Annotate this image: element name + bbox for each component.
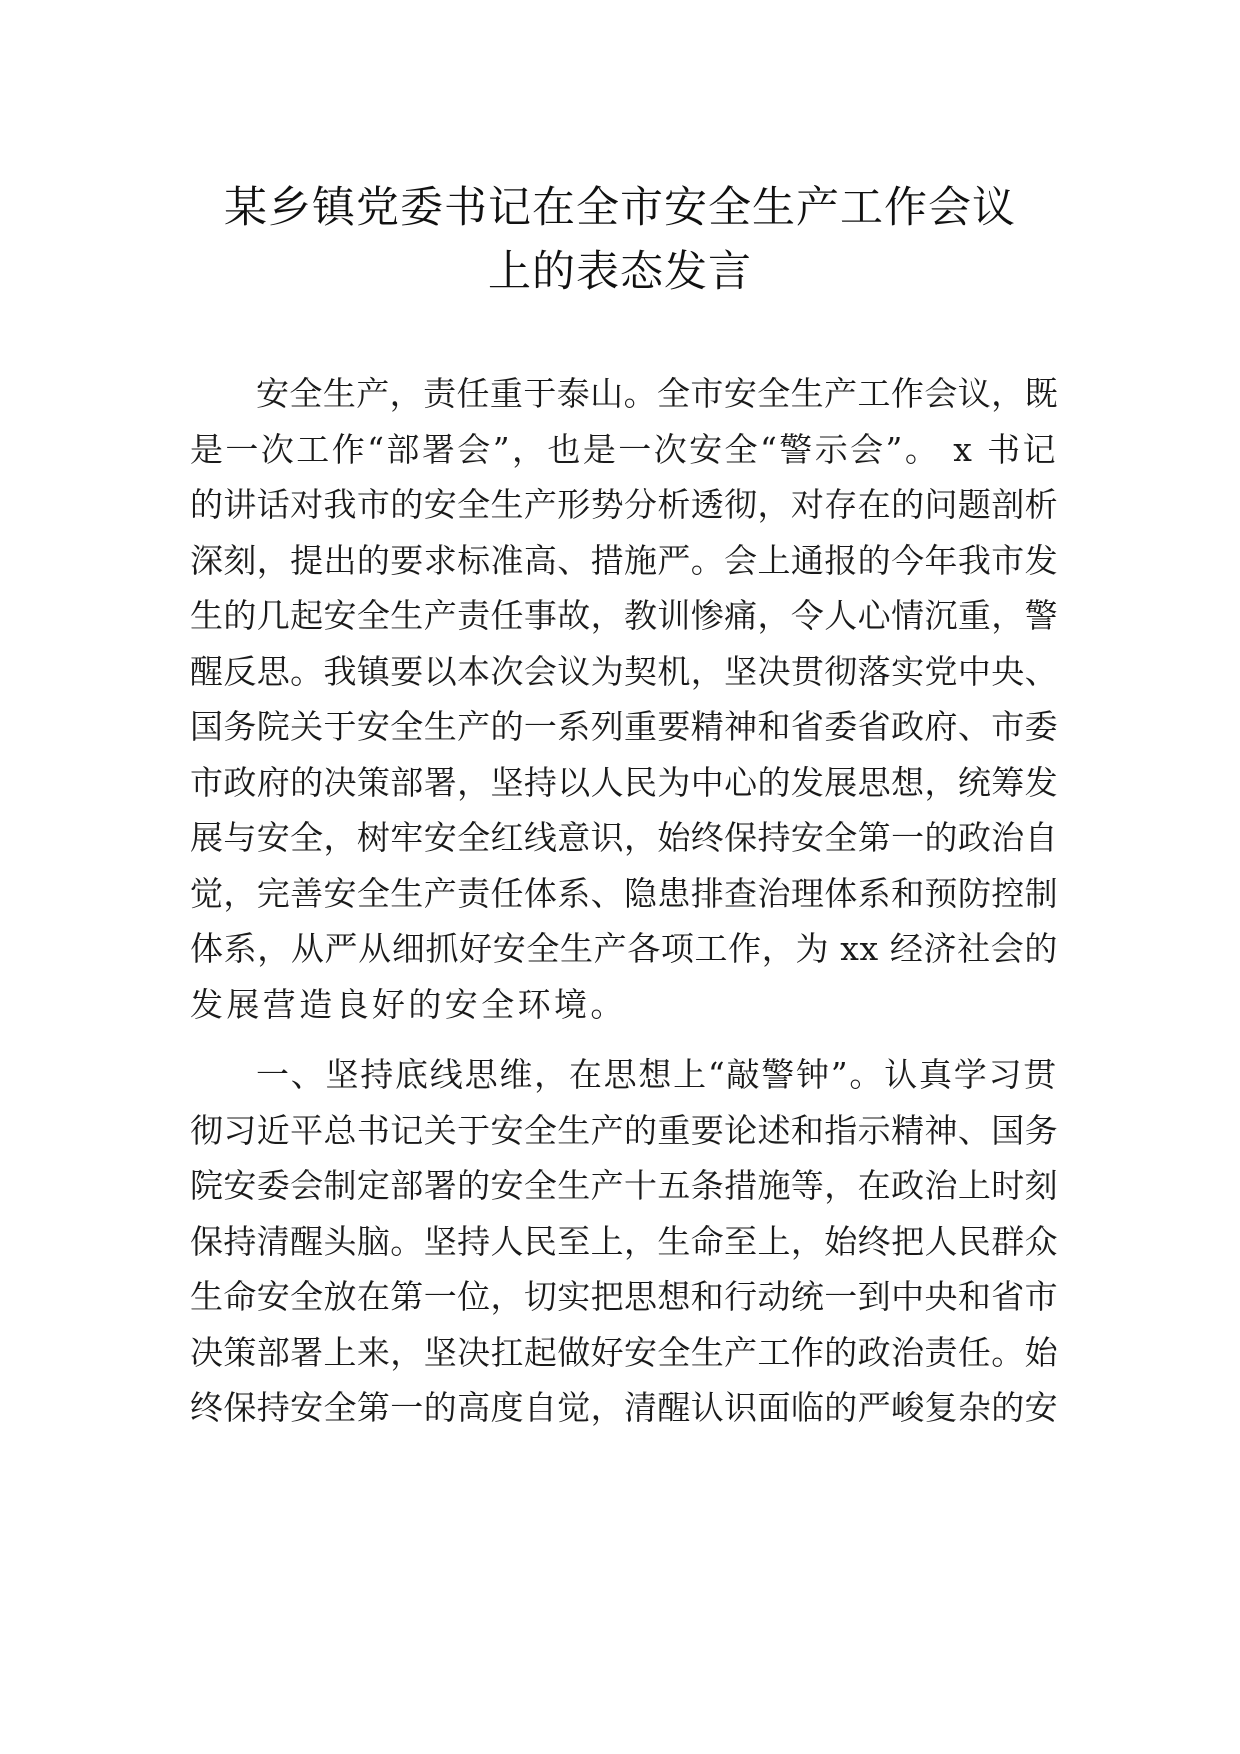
document-title [160, 176, 1080, 304]
text-line: 深刻，提出的要求标准高、措施严。会上通报的今年我市发 [190, 540, 1058, 580]
text-line: 的讲话对我市的安全生产形势分析透彻，对存在的问题剖析 [190, 485, 1058, 524]
document-body [190, 366, 1058, 1436]
text-line: 生的几起安全生产责任事故，教训惨痛，令人心情沉重，警 [190, 596, 1058, 635]
text-line: 醒反思。我镇要以本次会议为契机，坚决贯彻落实党中央、 [190, 651, 1058, 691]
text-line: 安全生产，责任重于泰山。全市安全生产工作会议，既 [256, 374, 1058, 413]
text-line: 终保持安全第一的高度自觉，清醒认识面临的严峻复杂的安 [190, 1388, 1058, 1427]
text-line: 院安委会制定部署的安全生产十五条措施等，在政治上时刻 [190, 1166, 1058, 1205]
text-line: 是一次工作“部署会”，也是一次安全“警示会”。 x 书记 [190, 429, 1058, 469]
title-line: 上的表态发言 [488, 247, 752, 297]
text-line: 国务院关于安全生产的一系列重要精神和省委省政府、市委 [190, 707, 1058, 746]
text-line: 保持清醒头脑。坚持人民至上，生命至上，始终把人民群众 [190, 1221, 1058, 1261]
title-line: 某乡镇党委书记在全市安全生产工作会议 [224, 183, 1016, 233]
text-line: 一、坚持底线思维，在思想上“敲警钟”。认真学习贯 [256, 1055, 1058, 1094]
text-line: 发展营造良好的安全环境。 [190, 984, 627, 1024]
text-line: 觉，完善安全生产责任体系、隐患排查治理体系和预防控制 [190, 873, 1058, 913]
paragraph-section-one [190, 1047, 1058, 1436]
text-line: 决策部署上来，坚决扛起做好安全生产工作的政治责任。始 [190, 1332, 1058, 1372]
text-line: 体系，从严从细抓好安全生产各项工作，为 xx 经济社会的 [190, 929, 1058, 968]
paragraph-intro [190, 366, 1058, 1032]
text-line: 市政府的决策部署，坚持以人民为中心的发展思想，统筹发 [190, 762, 1058, 802]
text-line: 彻习近平总书记关于安全生产的重要论述和指示精神、国务 [190, 1110, 1058, 1150]
text-line: 生命安全放在第一位，切实把思想和行动统一到中央和省市 [190, 1277, 1058, 1316]
text-line: 展与安全，树牢安全红线意识，始终保持安全第一的政治自 [190, 818, 1058, 857]
